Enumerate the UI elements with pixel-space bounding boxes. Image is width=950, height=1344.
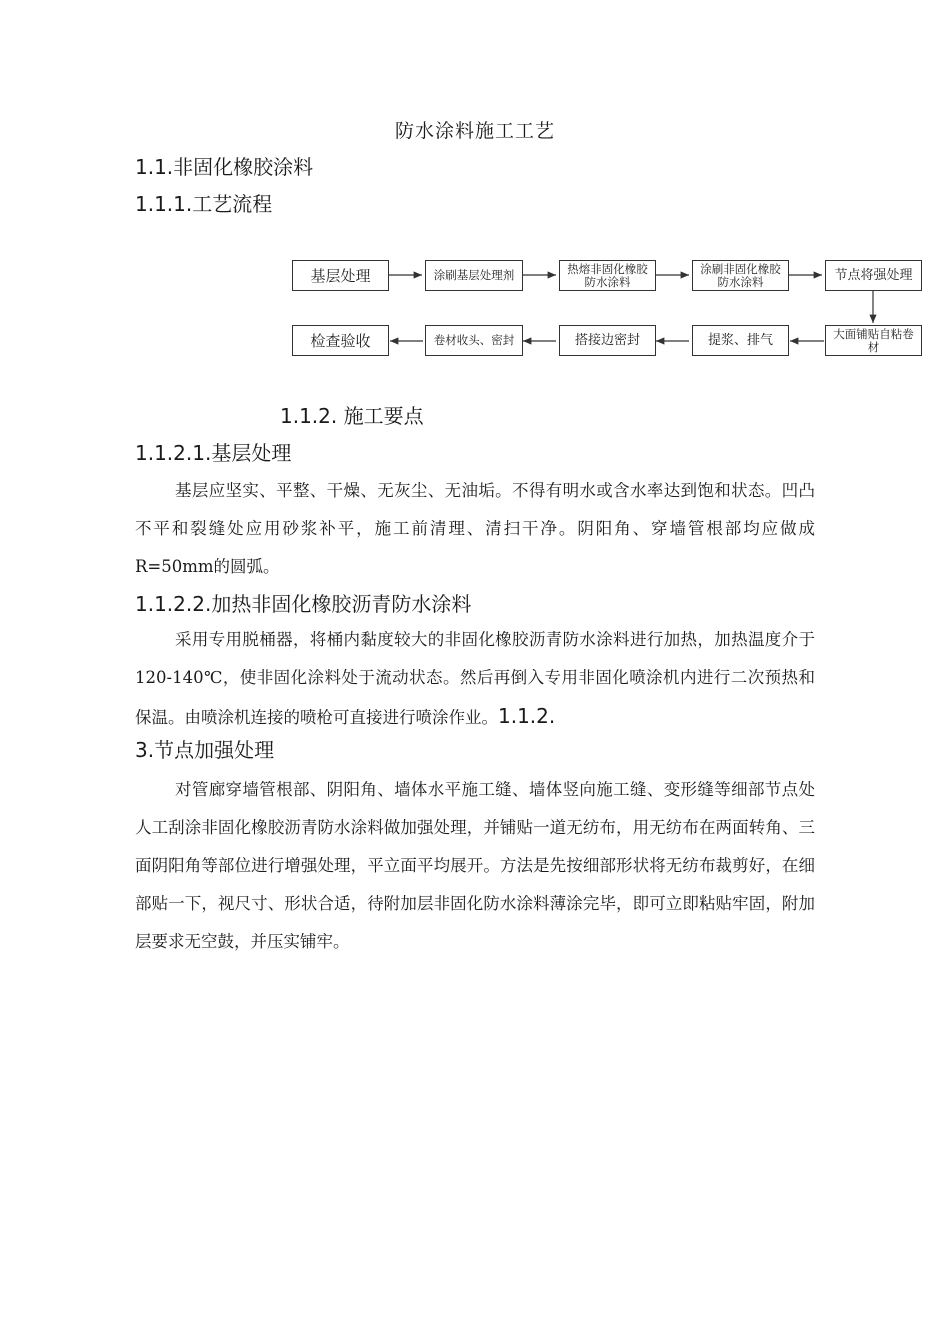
flow-step-node-reinforce: 节点将强处理 bbox=[825, 260, 922, 291]
document-title: 防水涂料施工工艺 bbox=[394, 120, 555, 142]
section-heading-1-1-2-3: 3.节点加强处理 bbox=[135, 738, 275, 762]
section-heading-1-1: 1.1.非固化橡胶涂料 bbox=[135, 155, 314, 179]
section-heading-1-1-2: 1.1.2. 施工要点 bbox=[280, 404, 424, 428]
flow-step-inspection: 检查验收 bbox=[292, 325, 389, 356]
flow-step-base-treatment: 基层处理 bbox=[292, 260, 389, 291]
paragraph-base-treatment: 基层应坚实、平整、干燥、无灰尘、无油垢。不得有明水或含水率达到饱和状态。凹凸不平和裂缝处应用砂浆补平，施工前清理、清扫干净。阴阳角、穿墙管根部均应做成R=50mm的圆弧。 bbox=[135, 481, 815, 576]
flow-step-self-adhesive-membrane: 大面铺贴自粘卷材 bbox=[825, 325, 922, 356]
section-heading-1-1-2-2: 1.1.2.2.加热非固化橡胶沥青防水涂料 bbox=[135, 592, 472, 616]
section-heading-1-1-2-1: 1.1.2.1.基层处理 bbox=[135, 441, 292, 465]
section-heading-1-1-2-3-prefix: 1.1.2. bbox=[498, 704, 556, 728]
flow-step-lap-seal: 搭接边密封 bbox=[559, 325, 656, 356]
paragraph-heating bbox=[135, 621, 815, 737]
flow-step-slurry-degas: 提浆、排气 bbox=[692, 325, 789, 356]
section-heading-1-1-1: 1.1.1.工艺流程 bbox=[135, 192, 273, 216]
process-flowchart bbox=[280, 250, 940, 370]
flow-step-hot-melt-coating: 热熔非固化橡胶防水涂料 bbox=[559, 260, 656, 291]
flow-step-edge-seal: 卷材收头、密封 bbox=[425, 325, 523, 356]
flow-step-brush-coating: 涂刷非固化橡胶防水涂料 bbox=[692, 260, 789, 291]
flow-step-primer: 涂刷基层处理剂 bbox=[425, 260, 523, 291]
paragraph-heating-text: 采用专用脱桶器，将桶内黏度较大的非固化橡胶沥青防水涂料进行加热，加热温度介于120-140℃，使非固化涂料处于流动状态。然后再倒入专用非固化喷涂机内进行二次预热和保温。由喷涂机连接的喷枪可直接进行喷涂作业。 bbox=[135, 630, 815, 727]
paragraph-node-reinforce: 对管廊穿墙管根部、阴阳角、墙体水平施工缝、墙体竖向施工缝、变形缝等细部节点处人工刮涂非固化橡胶沥青防水涂料做加强处理，并铺贴一道无纺布，用无纺布在两面转角、三面阴阳角等部位进行增强处理，平立面平均展开。方法是先按细部形状将无纺布裁剪好，在细部贴一下，视尺寸、形状合适，待附加层非固化防水涂料薄涂完毕，即可立即粘贴牢固，附加层要求无空鼓，并压实铺牢。 bbox=[135, 780, 815, 951]
